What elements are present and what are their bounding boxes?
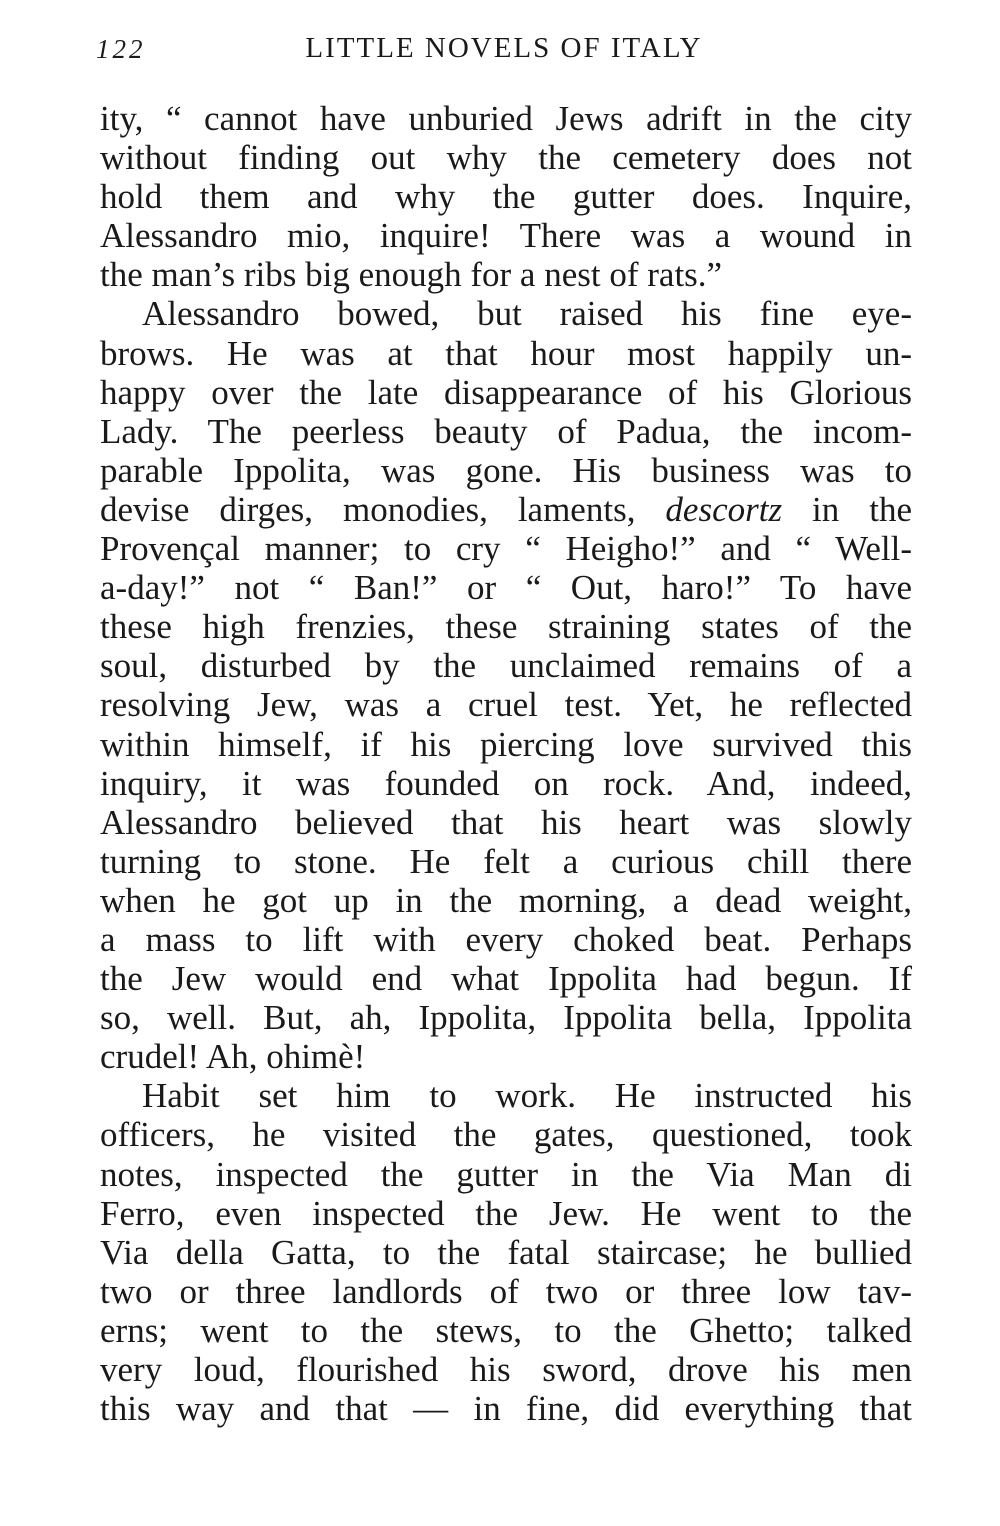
text-line: notes, inspected the gutter in the Via Man di <box>100 1154 912 1194</box>
text-line: a mass to lift with every choked beat. Perhaps <box>100 919 912 959</box>
text-line: erns; went to the stews, to the Ghetto; talked <box>100 1310 912 1350</box>
text-line: devise dirges, monodies, laments, descortz in the <box>100 489 912 529</box>
text-line: Provençal manner; to cry “ Heigho!” and “ Well- <box>100 529 912 569</box>
italic-word: descortz <box>665 489 783 529</box>
text-line: Via della Gatta, to the fatal staircase; he bullied <box>100 1232 912 1272</box>
text-line: Ferro, even inspected the Jew. He went to the <box>100 1193 912 1233</box>
text-line: brows. He was at that hour most happily un- <box>100 333 912 373</box>
text-line: very loud, flourished his sword, drove his men <box>100 1350 912 1389</box>
text-line: hold them and why the gutter does. Inquire, <box>100 177 912 217</box>
text-line: ity, “ cannot have unburied Jews adrift in the city <box>100 99 912 138</box>
text-line: Habit set him to work. He instructed his <box>142 1076 912 1116</box>
text-line: resolving Jew, was a cruel test. Yet, he reflected <box>100 685 912 725</box>
text-line: Alessandro mio, inquire! There was a wound in <box>100 216 912 256</box>
page-number: 122 <box>96 34 146 64</box>
text-line: so, well. But, ah, Ippolita, Ippolita bella, Ippolita <box>100 998 912 1038</box>
text-line: Lady. The peerless beauty of Padua, the incom- <box>100 411 912 451</box>
text-line: when he got up in the morning, a dead weight, <box>100 880 912 920</box>
running-title: LITTLE NOVELS OF ITALY <box>305 32 703 64</box>
text-line: officers, he visited the gates, questioned, took <box>100 1115 912 1155</box>
text-line: soul, disturbed by the unclaimed remains of a <box>100 646 912 686</box>
text-line: Alessandro believed that his heart was slowly <box>100 802 912 842</box>
body-text <box>100 99 912 1428</box>
running-head <box>96 30 912 66</box>
text-line: the man’s ribs big enough for a nest of rats.” <box>100 255 723 295</box>
text-line: without finding out why the cemetery does not <box>100 138 912 178</box>
text-line: happy over the late disappearance of his Glorious <box>100 372 912 412</box>
text-line: the Jew would end what Ippolita had begun. If <box>100 959 912 999</box>
text-line: parable Ippolita, was gone. His business was to <box>100 450 912 490</box>
text-line: turning to stone. He felt a curious chill there <box>100 841 912 881</box>
text-line: Alessandro bowed, but raised his fine eye- <box>142 294 912 334</box>
text-line: inquiry, it was founded on rock. And, indeed, <box>100 763 912 803</box>
text-line: within himself, if his piercing love survived this <box>100 724 912 764</box>
text-line: this way and that — in fine, did everything that <box>100 1389 912 1429</box>
text-line: two or three landlords of two or three low tav- <box>100 1271 912 1311</box>
text-line: these high frenzies, these straining states of the <box>100 607 912 647</box>
text-line: crudel! Ah, ohimè! <box>100 1037 366 1077</box>
text-line: a-day!” not “ Ban!” or “ Out, haro!” To have <box>100 568 912 608</box>
